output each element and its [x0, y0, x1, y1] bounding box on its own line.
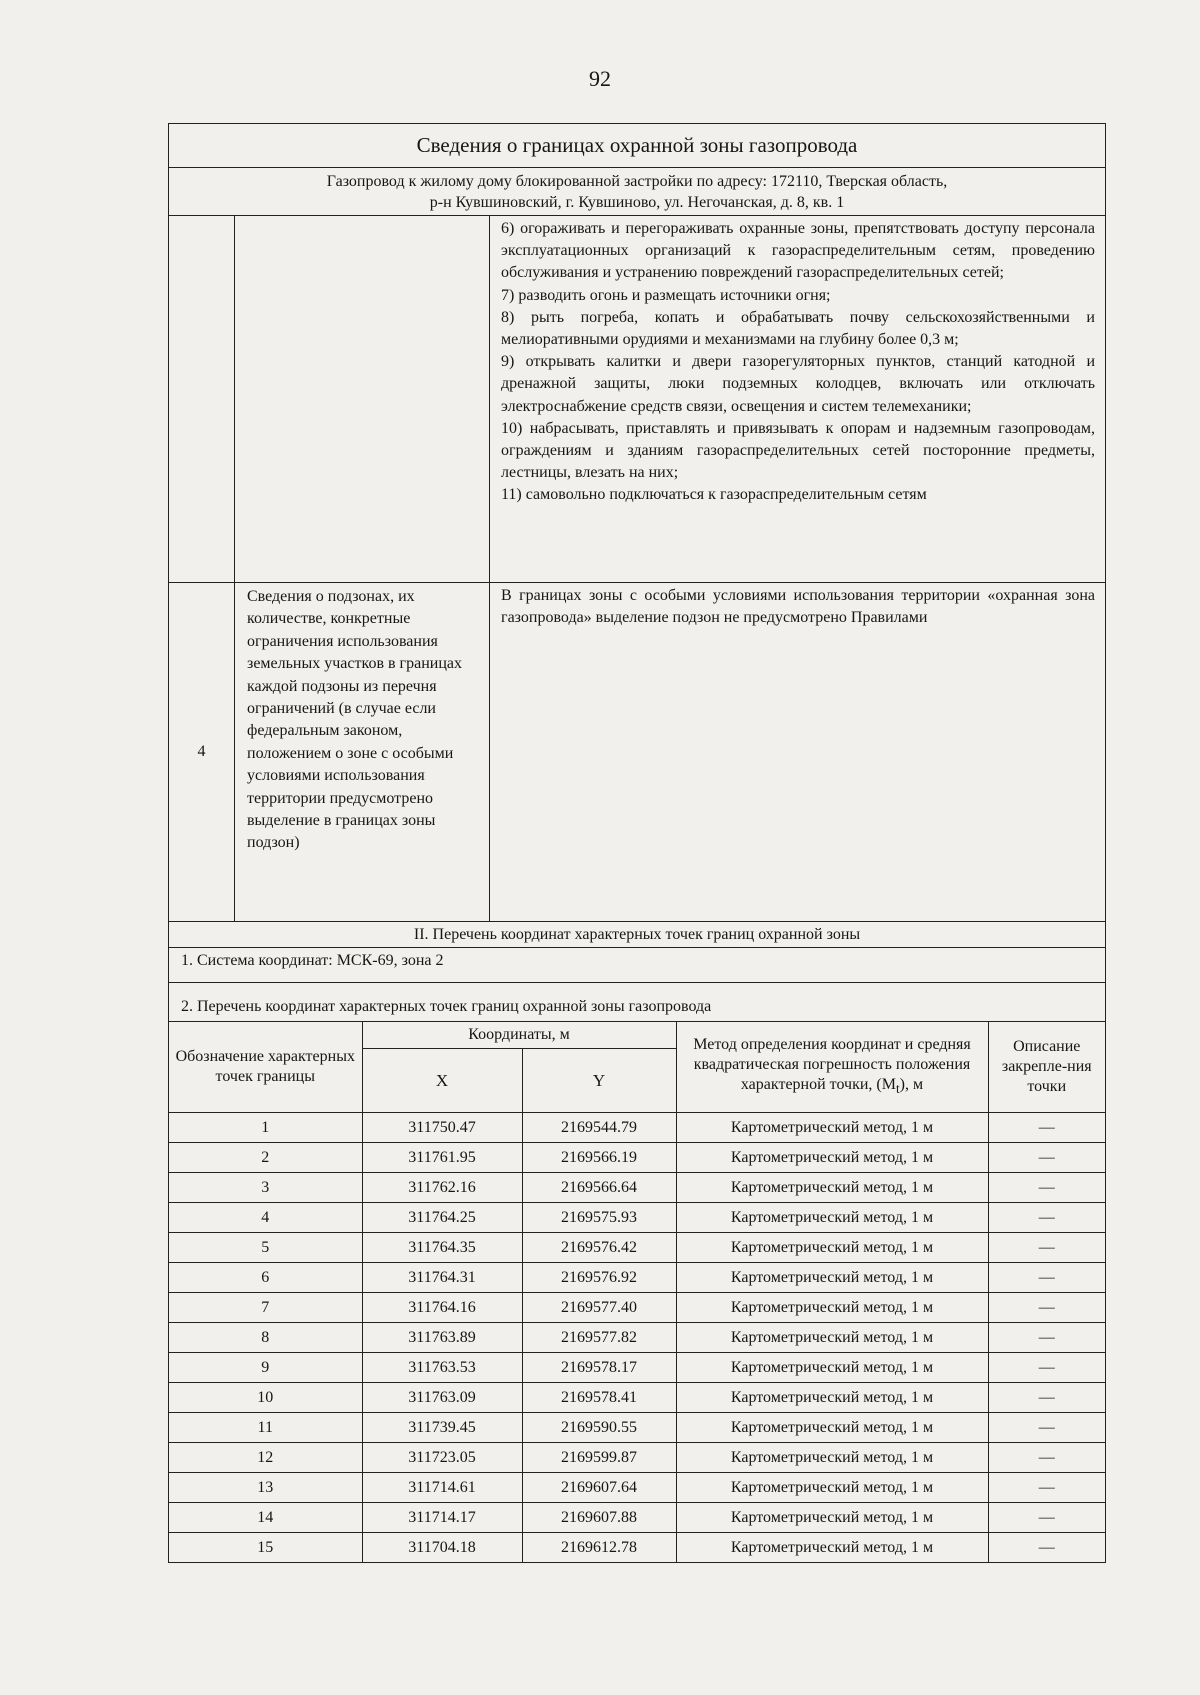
- subzones-value: [490, 583, 1105, 921]
- table-row: [169, 1293, 1105, 1323]
- cell-description: —: [988, 1203, 1105, 1233]
- coordinates-table-wrap: [169, 1022, 1105, 1562]
- cell-point: 6: [169, 1263, 362, 1293]
- cell-y: 2169566.64: [522, 1173, 676, 1203]
- header-point: Обозначение характерных точек границы: [169, 1022, 362, 1113]
- cell-y: 2169576.92: [522, 1263, 676, 1293]
- cell-point: 9: [169, 1353, 362, 1383]
- table-row: [169, 1173, 1105, 1203]
- cell-x: 311761.95: [362, 1143, 522, 1173]
- header-coords: Координаты, м: [362, 1022, 676, 1049]
- cell-x: 311714.17: [362, 1503, 522, 1533]
- cell-y: 2169607.64: [522, 1473, 676, 1503]
- header-y: Y: [522, 1049, 676, 1113]
- cell-y: 2169576.42: [522, 1233, 676, 1263]
- cell-method: Картометрический метод, 1 м: [676, 1413, 988, 1443]
- cell-description: —: [988, 1413, 1105, 1443]
- cell-x: 311764.25: [362, 1203, 522, 1233]
- restriction-item: 11) самовольно подключаться к газораспределительным сетям: [501, 486, 927, 504]
- cell-x: 311750.47: [362, 1113, 522, 1143]
- subzones-row: [169, 583, 1105, 922]
- cell-method: Картометрический метод, 1 м: [676, 1533, 988, 1563]
- cell-method: Картометрический метод, 1 м: [676, 1473, 988, 1503]
- cell-method: Картометрический метод, 1 м: [676, 1173, 988, 1203]
- restrictions-continuation-row: [169, 216, 1105, 583]
- cell-description: —: [988, 1473, 1105, 1503]
- header-method: [676, 1022, 988, 1113]
- restriction-item: 10) набрасывать, приставлять и привязывать к опорам и надземным газопроводам, ограждениям и зданиям газораспределительных сетей посторонние предметы, лестницы, влезать на них;: [501, 419, 1095, 482]
- cell-description: —: [988, 1503, 1105, 1533]
- row-number-cell: [169, 216, 235, 582]
- cell-method: Картометрический метод, 1 м: [676, 1323, 988, 1353]
- cell-y: 2169607.88: [522, 1503, 676, 1533]
- cell-x: 311764.35: [362, 1233, 522, 1263]
- cell-y: 2169566.19: [522, 1143, 676, 1173]
- cell-description: —: [988, 1263, 1105, 1293]
- cell-method: Картометрический метод, 1 м: [676, 1113, 988, 1143]
- address-line-1: Газопровод к жилому дому блокированной застройки по адресу: 172110, Тверская область,: [326, 173, 948, 190]
- coordinates-section-title: II. Перечень координат характерных точек границ охранной зоны: [169, 922, 1105, 948]
- cell-y: 2169578.17: [522, 1353, 676, 1383]
- subzones-label: Сведения о подзонах, их количестве, конкретные ограничения использования земельных участков в границах каждой подзоны из перечня ограничений (в случае если федеральным законом, положением о зоне с особыми условиями использования территории предусмотрено выделение в границах зоны подзон): [235, 583, 490, 921]
- header-x: X: [362, 1049, 522, 1113]
- object-address: [169, 168, 1105, 216]
- restriction-item: 7) разводить огонь и размещать источники огня;: [501, 286, 831, 304]
- cell-x: 311763.89: [362, 1323, 522, 1353]
- cell-x: 311723.05: [362, 1443, 522, 1473]
- table-row: [169, 1383, 1105, 1413]
- header-method-sub: t: [895, 1081, 900, 1097]
- cell-point: 14: [169, 1503, 362, 1533]
- cell-description: —: [988, 1143, 1105, 1173]
- cell-description: —: [988, 1113, 1105, 1143]
- cell-description: —: [988, 1323, 1105, 1353]
- cell-description: —: [988, 1233, 1105, 1263]
- table-row: [169, 1143, 1105, 1173]
- coordinate-system: 1. Система координат: МСК-69, зона 2: [169, 948, 1105, 983]
- document-table: [168, 123, 1106, 1563]
- cell-x: 311764.31: [362, 1263, 522, 1293]
- cell-method: Картометрический метод, 1 м: [676, 1443, 988, 1473]
- header-method-unit: ), м: [899, 1075, 924, 1093]
- cell-y: 2169599.87: [522, 1443, 676, 1473]
- restriction-item: 9) открывать калитки и двери газорегуляторных пунктов, станций катодной и дренажной защиты, люки подземных колодцев, включать или отключать электроснабжение средств связи, освещения и систем телемеханики;: [501, 353, 1095, 415]
- restrictions-list: [490, 216, 1105, 582]
- cell-method: Картометрический метод, 1 м: [676, 1293, 988, 1323]
- table-row: [169, 1473, 1105, 1503]
- cell-point: 12: [169, 1443, 362, 1473]
- cell-method: Картометрический метод, 1 м: [676, 1503, 988, 1533]
- cell-y: 2169578.41: [522, 1383, 676, 1413]
- cell-x: 311739.45: [362, 1413, 522, 1443]
- cell-description: —: [988, 1383, 1105, 1413]
- table-row: [169, 1533, 1105, 1563]
- cell-y: 2169590.55: [522, 1413, 676, 1443]
- cell-point: 15: [169, 1533, 362, 1563]
- cell-point: 5: [169, 1233, 362, 1263]
- table-row: [169, 1263, 1105, 1293]
- section-title: Сведения о границах охранной зоны газопровода: [169, 124, 1105, 168]
- cell-description: —: [988, 1173, 1105, 1203]
- cell-y: 2169544.79: [522, 1113, 676, 1143]
- cell-description: —: [988, 1353, 1105, 1383]
- cell-y: 2169577.40: [522, 1293, 676, 1323]
- cell-x: 311762.16: [362, 1173, 522, 1203]
- cell-point: 13: [169, 1473, 362, 1503]
- cell-y: 2169575.93: [522, 1203, 676, 1233]
- table-row: [169, 1233, 1105, 1263]
- cell-point: 8: [169, 1323, 362, 1353]
- cell-x: 311763.09: [362, 1383, 522, 1413]
- cell-point: 10: [169, 1383, 362, 1413]
- cell-point: 2: [169, 1143, 362, 1173]
- cell-point: 11: [169, 1413, 362, 1443]
- coordinates-list-title: 2. Перечень координат характерных точек границ охранной зоны газопровода: [169, 983, 1105, 1022]
- coordinates-table: [169, 1022, 1105, 1562]
- cell-y: 2169577.82: [522, 1323, 676, 1353]
- table-row: [169, 1413, 1105, 1443]
- cell-point: 3: [169, 1173, 362, 1203]
- row-label-cell: [235, 216, 490, 582]
- table-row: [169, 1503, 1105, 1533]
- cell-x: 311704.18: [362, 1533, 522, 1563]
- cell-description: —: [988, 1443, 1105, 1473]
- table-row: [169, 1353, 1105, 1383]
- cell-method: Картометрический метод, 1 м: [676, 1143, 988, 1173]
- cell-x: 311764.16: [362, 1293, 522, 1323]
- table-row: [169, 1443, 1105, 1473]
- cell-method: Картометрический метод, 1 м: [676, 1233, 988, 1263]
- header-method-text: Метод определения координат и средняя квадратическая погрешность положения характерной точки, (M: [693, 1035, 971, 1093]
- cell-x: 311714.61: [362, 1473, 522, 1503]
- cell-description: —: [988, 1293, 1105, 1323]
- cell-x: 311763.53: [362, 1353, 522, 1383]
- cell-y: 2169612.78: [522, 1533, 676, 1563]
- cell-point: 4: [169, 1203, 362, 1233]
- cell-method: Картометрический метод, 1 м: [676, 1353, 988, 1383]
- cell-description: —: [988, 1533, 1105, 1563]
- restriction-item: 6) огораживать и перегораживать охранные зоны, препятствовать доступу персонала эксплуатационных организаций к газораспределительным сетям, проведению обслуживания и устранению повреждений газораспределительных сетей;: [501, 220, 1095, 282]
- header-description: Описание закрепле-ния точки: [988, 1022, 1105, 1113]
- page-number: 92: [589, 66, 611, 91]
- cell-method: Картометрический метод, 1 м: [676, 1203, 988, 1233]
- subzones-number: 4: [169, 583, 235, 921]
- restriction-item: 8) рыть погреба, копать и обрабатывать почву сельскохозяйственными и мелиоративными орудиями и механизмами на глубину более 0,3 м;: [501, 308, 1095, 349]
- coordinates-body: [169, 1113, 1105, 1563]
- cell-point: 7: [169, 1293, 362, 1323]
- address-line-2: р-н Кувшиновский, г. Кувшиново, ул. Негочанская, д. 8, кв. 1: [429, 194, 845, 211]
- table-row: [169, 1323, 1105, 1353]
- table-row: [169, 1203, 1105, 1233]
- cell-method: Картометрический метод, 1 м: [676, 1263, 988, 1293]
- cell-method: Картометрический метод, 1 м: [676, 1383, 988, 1413]
- table-row: [169, 1113, 1105, 1143]
- subzones-value-text: В границах зоны с особыми условиями использования территории «охранная зона газопровода» выделение подзон не предусмотрено Правилами: [501, 587, 1095, 627]
- cell-point: 1: [169, 1113, 362, 1143]
